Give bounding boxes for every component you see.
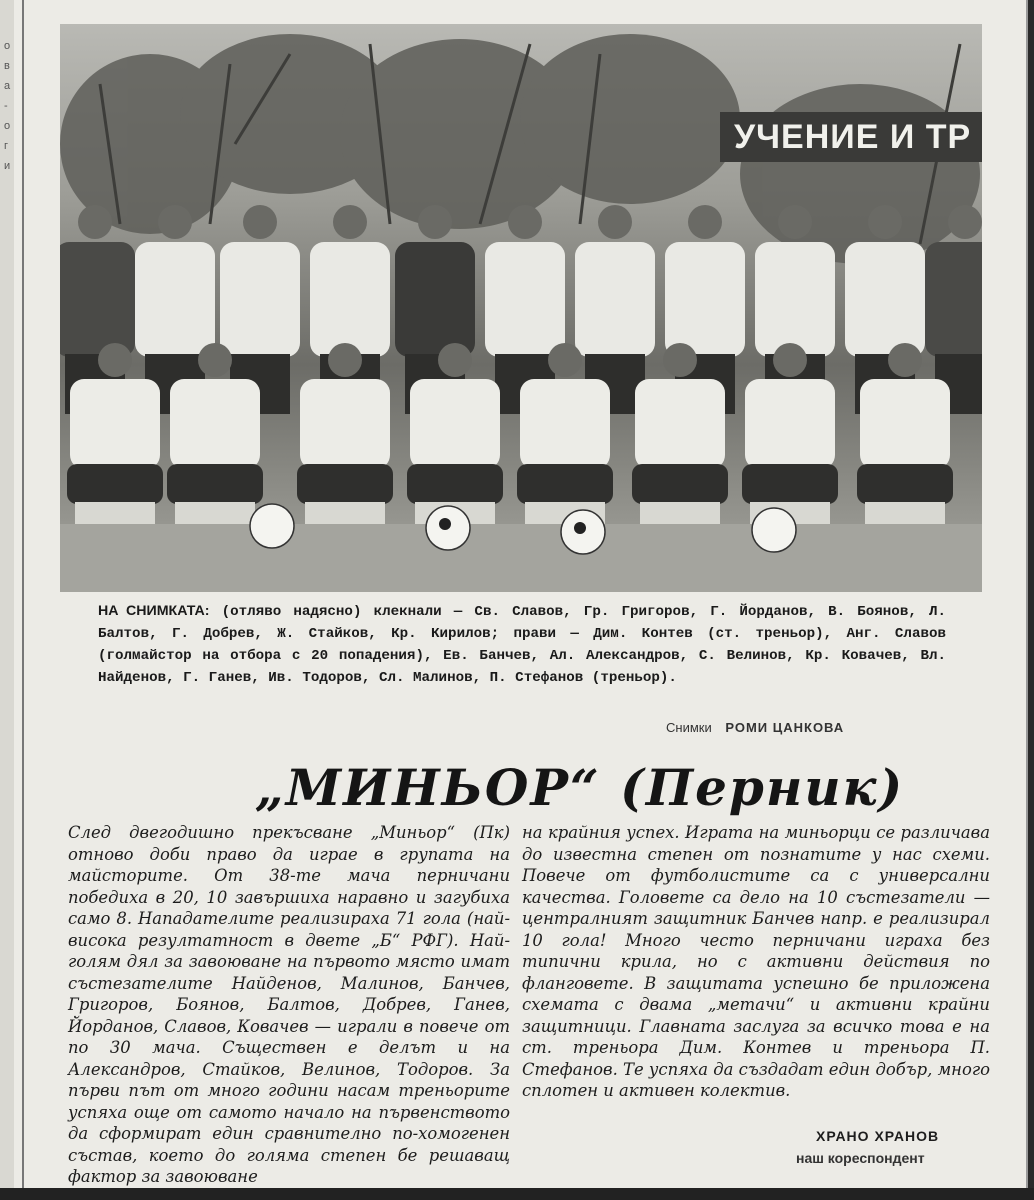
margin-fragment: -	[4, 100, 8, 112]
author-name: ХРАНО ХРАНОВ	[816, 1128, 940, 1144]
article-paragraph: След двегодишно прекъсване „Миньор“ (Пк) отново доби право да играе в групата на майсторите. От 38-те мача перничани победиха в 20, 10 завършиха наравно и загубиха само 8. Нападателите реализираха 71 гола (най-висока резултатност в двете „Б“ РФГ). Най-голям дял за завоюване на първото място имат състезателите Найденов, Малинов, Банчев, Григоров, Боянов, Балтов, Добрев, Ганев, Йорданов, Славов, Ковачев — играли в повече от по 30 мача. Съществен е делът и на Александров, Стайков, Велинов, Тодоров. За първи път от много години насам треньорите успяха още от самото начало на първенството да сформират един сравнително по-хомогенен състав, което до голяма степен бе решаващ фактор за завоюване	[68, 823, 510, 1186]
team-photo-illustration	[60, 24, 982, 592]
page-rule-right	[1026, 0, 1028, 1190]
photo-caption	[98, 600, 946, 689]
caption-lead: НА СНИМКАТА:	[98, 603, 210, 619]
margin-fragment: и	[4, 160, 11, 172]
margin-fragment: а	[4, 80, 11, 92]
article-paragraph: на крайния успех. Играта на миньорци се различава до известна степен от познатите у нас схеми. Повече от футболистите са с универсални качества. Головете са дело на 10 състезатели — централният защитник Банчев напр. е реализирал 10 гола! Много често перничани играха без типични крила, но с активни действия по фланговете. В защитата успешно бе приложена схемата с двама „метачи“ и активни крайни защитници. Главната заслуга за всичко това е на ст. треньора Дим. Контев и треньора П. Стефанов. Те успяха да създадат един добър, много сплотен и активен колектив.	[522, 823, 990, 1100]
stadium-banner: УЧЕНИЕ И ТР	[720, 112, 982, 162]
page-rule-left	[22, 0, 24, 1190]
author-role: наш кореспондент	[796, 1150, 925, 1166]
credit-names: РОМИ ЦАНКОВА	[725, 720, 845, 735]
photo-credit	[666, 720, 844, 735]
adjacent-column-strip	[0, 0, 15, 1200]
article-column-right	[522, 822, 990, 1102]
article-column-left	[68, 822, 510, 1188]
bottom-edge	[0, 1188, 1034, 1200]
margin-fragment: в	[4, 60, 10, 72]
credit-label: Снимки	[666, 720, 712, 735]
margin-fragment: г	[4, 140, 9, 152]
article-headline: „МИНЬОР“ (Перник)	[255, 758, 905, 817]
margin-fragment: о	[4, 40, 11, 52]
caption-text: (отляво надясно) клекнали — Св. Славов, Гр. Григоров, Г. Йорданов, В. Боянов, Л. Балтов, Г. Добрев, Ж. Стайков, Кр. Кирилов; прави — Дим. Контев (ст. треньор), Анг. Славов (голмайстор на отбора с 20 попадения), Ев. Банчев, Ал. Александров, С. Велинов, Кр. Ковачев, Вл. Найденов, Г. Ганев, Ив. Тодоров, Сл. Малинов, П. Стефанов (треньор).	[98, 604, 946, 686]
margin-fragment: о	[4, 120, 11, 132]
team-photo	[60, 24, 982, 592]
